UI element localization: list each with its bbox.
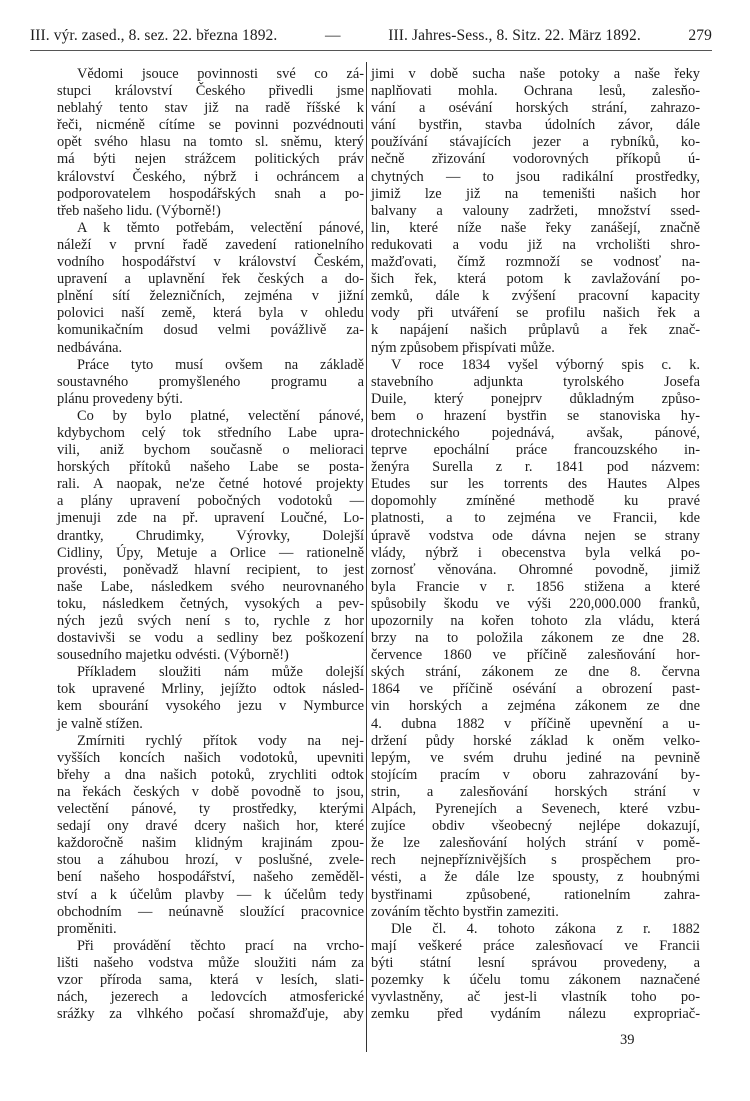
text-line: vili, aniž bychom současně o melioraci [57, 442, 364, 459]
running-header [30, 27, 712, 49]
text-line: vyšších koncích našich vodotoků, upevniti [57, 749, 364, 766]
paragraph [371, 66, 700, 357]
text-line: stou a záhubou hrozí, v poslušné, zvele- [57, 852, 364, 869]
text-line: podporovatelem hospodářských snah a po- [57, 185, 364, 202]
text-line: naše Labe, následkem svého neurovnaného [57, 578, 364, 595]
text-line: platnosti, a to zejména ve Francii, kde [371, 510, 700, 527]
text-line: Práce tyto musí ovšem na základě [77, 356, 364, 373]
text-line: Co by bylo platné, velectění pánové, [77, 407, 364, 424]
text-line: náleží v první řadě zavedení rationelního [57, 236, 364, 253]
text-line: království Českého, nýbrž i ochráncem a [57, 168, 364, 185]
text-line: jimiž lze již na temeništi našich hor [371, 185, 700, 202]
header-rule [30, 50, 712, 51]
text-line: kem sbourání vysokého jezu v Nymburce [57, 698, 364, 715]
text-line: redukovati a vodu již na vrcholišti shro- [371, 236, 700, 253]
text-line: k napájení našich průplavů a řek znač- [371, 322, 700, 339]
text-line: vin horských a zejména zákonem ze dne [371, 698, 700, 715]
text-line: bení našeho hospodářství, našeho zeměděl- [57, 869, 364, 886]
text-line: Cidliny, Úpy, Metuje a Orlice — rationelně [57, 544, 364, 561]
text-line: na řekách českých v době povodně to jsou, [57, 783, 364, 800]
text-line: jimi v době sucha naše potoky a naše řeky [371, 66, 700, 82]
text-line: velectění pánové, ty prostředky, kterými [57, 801, 364, 818]
text-line: vání bystřin, stavba údolních závor, dále [371, 117, 700, 134]
text-line: ství a k účelům plavby — k účelům tedy [57, 886, 364, 903]
text-line: břehy a dna našich potoků, zrychliti odtok [57, 766, 364, 783]
text-line: srážky za vlhkého počasí shromažďuje, aby [57, 1006, 364, 1023]
text-line: Příkladem sloužiti nám může dolejší [77, 664, 364, 681]
text-line: nedbávána. [57, 339, 123, 356]
text-line: lepým, ve svém druhu jediné na pevnině [371, 749, 700, 766]
paragraph [57, 664, 364, 732]
text-line: tok upravené Mrliny, jejížto odtok násled- [57, 681, 364, 698]
text-line: bem o hrazení bystřin se stanoviska hy- [371, 407, 700, 424]
text-line: rali. A naopak, ne'ze četné hotové projekty [57, 476, 364, 493]
text-line: Zmírniti rychlý přítok vody na nej- [77, 732, 364, 749]
text-line: upozornily na kořen tohoto zla vládu, která [371, 613, 700, 629]
text-line: spůsobily škodu ve výši 220,000.000 franků, [371, 595, 700, 612]
text-line: sousedního majetku odvésti. (Výborně!) [57, 647, 289, 664]
text-line: sedají ony dravé dcery našich hor, které [57, 818, 364, 835]
text-line: V roce 1834 vyšel výborný spis c. k. [391, 356, 700, 373]
text-line: Etudes sur les torrents des Hautes Alpes [371, 476, 700, 493]
text-line: lin, které níže naše řeky zanášejí, značně [371, 219, 700, 236]
page-number: 279 [688, 27, 712, 44]
text-line: polovici naší země, která byla v ohledu [57, 305, 364, 322]
text-line: stavebního adjunkta tyrolského Josefa [371, 373, 700, 390]
text-line: proměniti. [57, 920, 117, 937]
paragraph [57, 220, 364, 357]
text-line: kdybychom celý tok středního Labe upra- [57, 424, 364, 441]
text-line: zujíce obdiv všeobecný nejlépe dokazují, [371, 818, 700, 835]
text-line: vyvlastněny, ač jest-li vlastník toho po- [371, 989, 700, 1006]
paragraph [371, 921, 700, 1024]
text-line: neblahý tento stav již na radě říšské k [57, 100, 364, 117]
text-line: ných jezů svých není s to, rychle z hor [57, 613, 364, 629]
header-german: III. Jahres-Sess., 8. Sitz. 22. März 1892. [388, 27, 641, 44]
text-line: ských strání, zákonem ze dne 8. června [371, 664, 700, 681]
text-line: mažďovati, čímž rozmnoží se vodnosť na- [371, 254, 700, 271]
text-line: plánu provedeny býti. [57, 390, 183, 407]
text-line: Duile, který ponejprv důkladným způso- [371, 390, 700, 407]
text-line: Dle čl. 4. tohoto zákona z r. 1882 [391, 920, 700, 937]
paragraph [57, 733, 364, 938]
right-column [371, 66, 700, 1023]
text-line: stojícím pracím v oboru zahrazování by- [371, 766, 700, 783]
sheet-signature: 39 [620, 1032, 635, 1048]
text-line: zemku před vydáním nálezu expropriač- [371, 1006, 700, 1023]
text-line: vlády, nýbrž i obecenstva byla velká po- [371, 544, 700, 561]
text-line: soustavného promyšleného programu a [57, 373, 364, 390]
text-line: lišti našeho vodstva může sloužiti nám za [57, 954, 364, 971]
text-line: brzy na to položila zákonem ze dne 28. [371, 630, 700, 647]
header-czech: III. výr. zased., 8. sez. 22. března 1892. [30, 27, 278, 44]
text-line: chytných — to jsou radikální prostředky, [371, 168, 700, 185]
text-line: dostavivši se vodu a sedliny bez poškození [57, 630, 364, 647]
text-line: vodního hospodářství v království Českém, [57, 254, 364, 271]
text-line: šich řek, která potom k zavlažování po- [371, 271, 700, 288]
text-line: Alpách, Pyrenejích a Sevenech, které vzbu- [371, 801, 700, 818]
paragraph [57, 938, 364, 1023]
text-line: zováním těchto bystřin zameziti. [371, 903, 559, 920]
text-line: balvany a valouny zadržeti, množství ssed- [371, 202, 700, 219]
paragraph [57, 357, 364, 408]
text-line: naplňovati mohla. Ochrana lesů, zalesňo- [371, 83, 700, 100]
text-line: provésti, poněvadž hlavní recipient, to jest [57, 561, 364, 578]
text-line: Při provádění těchto prací na vrcho- [77, 937, 364, 954]
text-line: vzor příroda sama, která v lesích, slati- [57, 971, 364, 988]
text-line: teprve epochální práce francouzského in- [371, 442, 700, 459]
text-line: nách, jezerech a ledovcích atmosferické [57, 989, 364, 1006]
text-line: držení půdy horské základ k oněm velko- [371, 732, 700, 749]
text-line: stupci království Českého přivedli jsme [57, 83, 364, 100]
text-line: že lze zalesňování holých strání v pomě- [371, 835, 700, 852]
text-line: třeb našeho lidu. (Výborně!) [57, 202, 221, 219]
text-line: zornosť věnována. Ohromné povodně, jimiž [371, 561, 700, 578]
text-line: vésti, a že dále lze spousty, z houbnými [371, 869, 700, 886]
text-line: býti státní lesní správou provedeny, a [371, 954, 700, 971]
paragraph [57, 66, 364, 220]
text-line: pozemky k účelu tomu zákonem naznačené [371, 971, 700, 988]
text-line: každoročně našim klidným krajinám zpou- [57, 835, 364, 852]
text-line: 1864 ve příčině osévání a obrození past- [371, 681, 700, 698]
text-line: jmenuji zde na př. upravení Loučné, Lo- [57, 510, 364, 527]
text-line: vody při utváření se profilu našich řek a [371, 305, 700, 322]
text-line: rech nejnepříznivějších s prospěchem pro- [371, 852, 700, 869]
header-dash: — [325, 27, 341, 44]
paragraph [57, 408, 364, 664]
text-line: byla Francie v r. 1856 stižena a které [371, 578, 700, 595]
text-line: července 1860 ve příčině zalesňování hor- [371, 647, 700, 664]
text-line: zemků, dále k zvýšení pracovní kapacity [371, 288, 700, 305]
text-line: nečně zřizování vodorovných příkopů ú- [371, 151, 700, 168]
text-line: dopomohly zmíněné methodě ku pravé [371, 493, 700, 510]
text-line: drotechnického pojednává, avšak, pánové, [371, 424, 700, 441]
left-column [57, 66, 364, 1023]
text-line: toku, následkem četných, vysokých a pev- [57, 595, 364, 612]
text-line: ženýra Surella z r. 1841 pod názvem: [371, 459, 700, 476]
text-line: vání a osévání horských strání, zahrazo- [371, 100, 700, 117]
text-line: Vědomi jsouce povinnosti své co zá- [77, 66, 364, 82]
column-divider [366, 62, 367, 1052]
text-line: řeči, nicméně cítíme se povinni pozvédnouti [57, 117, 364, 134]
text-line: horských přítoků našeho Labe se posta- [57, 459, 364, 476]
text-line: a plány upravení pobočných vodotoků — [57, 493, 364, 510]
text-line: úpravě vodstva ode dávna nejen se strany [371, 527, 700, 544]
text-line: upravení a uplavnění řek českých a do- [57, 271, 364, 288]
text-line: komunikačním dosud velmi povážlivě za- [57, 322, 364, 339]
text-line: plnění sítí železničních, zejména v jižní [57, 288, 364, 305]
text-line: opět svého hlasu na tomto sl. sněmu, který [57, 134, 364, 151]
text-line: ným způsobem přispívati může. [371, 339, 555, 356]
text-line: obchodním — neúnavně sloužící pracovnice [57, 903, 364, 920]
text-line: je valně stížen. [57, 715, 143, 732]
text-line: strin, a zalesňování horských strání v [371, 783, 700, 800]
paragraph [371, 357, 700, 921]
text-line: bystřinami způsobené, rationelním zahra- [371, 886, 700, 903]
text-line: používání stávajících jezer a rybníků, ko- [371, 134, 700, 151]
text-line: drantky, Chrudimky, Výrovky, Dolejší [57, 527, 364, 544]
text-line: mají veškeré práce zalesňovací ve Francii [371, 937, 700, 954]
text-line: 4. dubna 1882 v příčině upevnění a u- [371, 715, 700, 732]
text-line: má býti nejen strážcem politických práv [57, 151, 364, 168]
text-line: A k těmto potřebám, velectění pánové, [77, 219, 364, 236]
